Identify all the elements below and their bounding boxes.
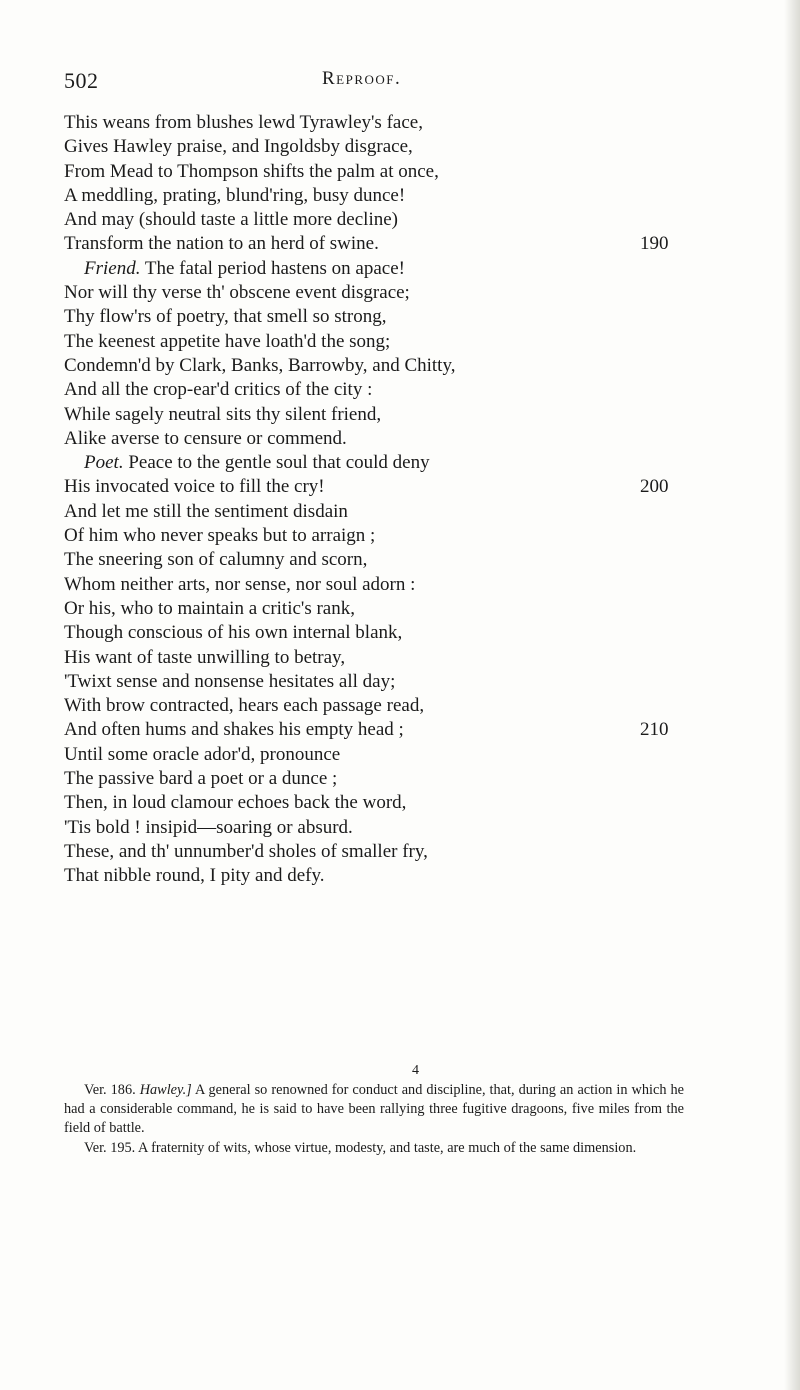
footnote-verse-ref: Ver. 186. [84, 1082, 136, 1098]
poem-line [64, 354, 684, 378]
poem-line [64, 597, 684, 621]
poem-line [64, 573, 684, 597]
poem-line [64, 160, 684, 184]
verse-text: The sneering son of calumny and scorn, [64, 549, 368, 571]
poem-line [64, 524, 684, 548]
verse-text: Then, in loud clamour echoes back the word, [64, 792, 407, 814]
verse-text: Gives Hawley praise, and Ingoldsby disgrace, [64, 136, 413, 158]
footnote-term: Hawley.] [139, 1082, 192, 1098]
line-text [64, 354, 455, 378]
poem-line [64, 767, 684, 791]
verse-text: Though conscious of his own internal blank, [64, 622, 403, 644]
poem-line [64, 791, 684, 815]
poem-line [64, 232, 684, 256]
poem-line [64, 184, 684, 208]
poem-line [64, 670, 684, 694]
line-text [64, 743, 340, 767]
verse-text: And all the crop-ear'd critics of the city : [64, 379, 373, 401]
line-text [64, 160, 439, 184]
verse-text: And let me still the sentiment disdain [64, 500, 348, 522]
poem-line [64, 864, 684, 888]
speaker-label: Friend. [84, 257, 141, 279]
verse-text: Peace to the gentle soul that could deny [128, 452, 430, 474]
footnote-verse-ref: Ver. 195. [84, 1139, 136, 1156]
verse-text: Alike averse to censure or commend. [64, 427, 347, 449]
line-text [64, 670, 395, 694]
footnote [64, 1081, 684, 1139]
line-text [64, 718, 404, 742]
verse-text: This weans from blushes lewd Tyrawley's face, [64, 112, 423, 133]
verse-text: And may (should taste a little more decline) [64, 209, 398, 231]
speaker-label: Poet. [84, 452, 124, 474]
verse-text: 'Tis bold ! insipid—soaring or absurd. [64, 816, 353, 838]
poem-line [64, 694, 684, 718]
poem-line [64, 427, 684, 451]
poem-line [64, 281, 684, 305]
poem-line [64, 840, 684, 864]
verse-text: Until some oracle ador'd, pronounce [64, 743, 341, 765]
poem-line [64, 257, 684, 281]
verse-text: The keenest appetite have loath'd the song; [64, 330, 391, 352]
verse-text: 'Twixt sense and nonsense hesitates all day; [64, 670, 396, 692]
line-text [64, 573, 415, 597]
poem-line [64, 646, 684, 670]
verse-text: The fatal period hastens on apace! [144, 257, 405, 279]
line-text [64, 208, 398, 232]
line-text [64, 500, 348, 524]
poem-line [64, 305, 684, 329]
line-text [64, 816, 353, 840]
footnotes [64, 1081, 684, 1158]
signature-mark: 4 [412, 1063, 419, 1078]
verse-text: Transform the nation to an herd of swine. [64, 233, 379, 255]
verse-text: And often hums and shakes his empty head ; [64, 719, 404, 741]
line-text [64, 257, 405, 281]
line-number: 210 [640, 719, 669, 741]
line-text [64, 378, 372, 402]
poem-line [64, 403, 684, 427]
running-title: Reproof. [322, 68, 402, 89]
line-text [64, 864, 324, 888]
poem-line [64, 500, 684, 524]
verse-text: Of him who never speaks but to arraign ; [64, 525, 376, 547]
line-text [64, 791, 406, 815]
verse-text: His want of taste unwilling to betray, [64, 646, 346, 668]
line-text [64, 767, 337, 791]
line-text [64, 232, 379, 256]
line-text [64, 135, 413, 159]
footnote-text: A fraternity of wits, whose virtue, modesty, and taste, are much of the same dimension. [138, 1139, 637, 1156]
footnote [64, 1139, 684, 1158]
poem-line [64, 208, 684, 232]
poem-lines [64, 111, 684, 889]
line-text [64, 305, 387, 329]
line-number: 190 [640, 233, 669, 255]
line-text [64, 111, 423, 135]
line-text [64, 330, 390, 354]
page-header [64, 68, 664, 98]
verse-text: Thy flow'rs of poetry, that smell so strong, [64, 306, 387, 328]
poem-line [64, 378, 684, 402]
line-text [64, 621, 402, 645]
poem-line [64, 718, 684, 742]
poem-line [64, 548, 684, 572]
verse-text: From Mead to Thompson shifts the palm at once, [64, 160, 439, 182]
verse-text: His invocated voice to fill the cry! [64, 476, 325, 498]
line-text [64, 184, 405, 208]
line-text [64, 475, 325, 499]
poem-line [64, 135, 684, 159]
verse-text: A meddling, prating, blund'ring, busy dunce! [64, 184, 406, 206]
page-number: 502 [64, 68, 99, 93]
poem-line [64, 475, 684, 499]
poem-line [64, 621, 684, 645]
line-text [64, 281, 410, 305]
verse-text: While sagely neutral sits thy silent friend, [64, 403, 382, 425]
poem-line [64, 111, 684, 135]
page-edge-shadow [784, 0, 800, 1390]
verse-text: Whom neither arts, nor sense, nor soul adorn : [64, 573, 416, 595]
verse-text: Nor will thy verse th' obscene event disgrace; [64, 282, 410, 304]
poem-line [64, 330, 684, 354]
line-text [64, 403, 381, 427]
line-text [64, 694, 424, 718]
line-text [64, 548, 367, 572]
line-text [64, 646, 345, 670]
verse-text: Or his, who to maintain a critic's rank, [64, 597, 355, 619]
line-text [64, 451, 430, 475]
verse-text: That nibble round, I pity and defy. [64, 865, 325, 887]
line-text [64, 524, 375, 548]
line-text [64, 597, 355, 621]
verse-text: Condemn'd by Clark, Banks, Barrowby, and Chitty, [64, 354, 456, 376]
verse-text: With brow contracted, hears each passage read, [64, 695, 425, 717]
verse-text: The passive bard a poet or a dunce ; [64, 768, 338, 790]
poem-line [64, 816, 684, 840]
poem-line [64, 451, 684, 475]
line-text [64, 840, 428, 864]
verse-text: These, and th' unnumber'd sholes of smaller fry, [64, 840, 428, 862]
poem-line [64, 743, 684, 767]
footnote-text: A general so renowned for conduct and discipline, that, during an action in which he had a considerable command, he is said to have been rallying three fugitive dragoons, five miles from the field of battle. [64, 1082, 684, 1137]
line-number: 200 [640, 476, 669, 498]
line-text [64, 427, 347, 451]
